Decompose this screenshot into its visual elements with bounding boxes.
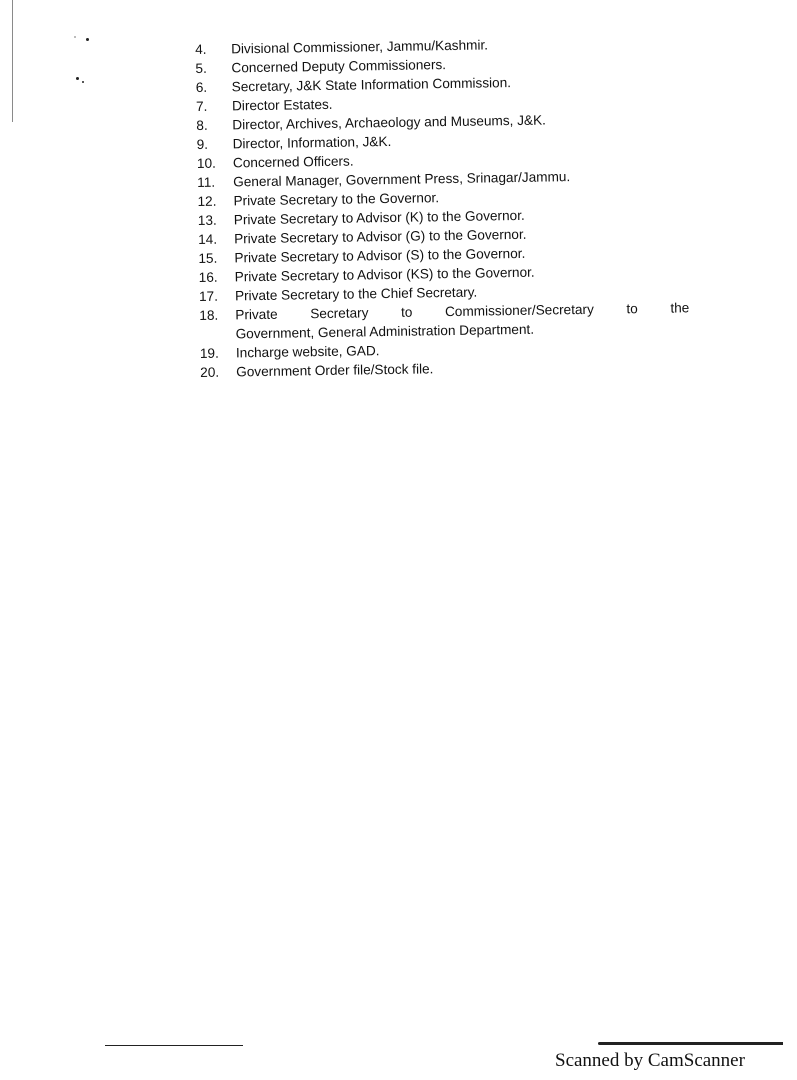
item-text: General Manager, Government Press, Srinagar/Jammu. <box>233 169 571 190</box>
item-text: Government Order file/Stock file. <box>236 361 434 380</box>
item-number: 19. <box>199 345 219 361</box>
item-number: 5. <box>195 60 207 76</box>
item-text-continuation: Government, General Administration Department. <box>235 321 535 342</box>
scan-speck <box>76 77 79 80</box>
item-number: 18. <box>199 307 219 323</box>
item-text: Private Secretary to Advisor (S) to the Governor. <box>234 245 526 266</box>
item-number: 4. <box>195 41 207 57</box>
scan-speck <box>86 38 89 41</box>
scan-speck <box>74 36 76 38</box>
item-text: Concerned Officers. <box>232 153 354 171</box>
item-text: Private Secretary to Advisor (KS) to the Governor. <box>234 264 535 285</box>
item-text: Director, Archives, Archaeology and Museums, J&K. <box>232 112 546 133</box>
scan-edge-line <box>12 0 13 122</box>
scanner-watermark: Scanned by CamScanner <box>555 1050 745 1071</box>
item-text: Concerned Deputy Commissioners. <box>231 57 447 76</box>
item-number: 16. <box>198 269 218 285</box>
item-number: 14. <box>198 231 218 247</box>
item-text: Private Secretary to Advisor (G) to the Governor. <box>234 226 527 247</box>
item-number: 12. <box>197 193 217 209</box>
item-text: Private Secretary to Advisor (K) to the Governor. <box>233 207 525 228</box>
item-text: Director Estates. <box>231 96 333 114</box>
item-number: 11. <box>197 174 216 190</box>
item-number: 20. <box>200 364 220 380</box>
item-number: 9. <box>196 136 209 152</box>
item-number: 17. <box>198 288 219 304</box>
scan-speck <box>82 81 84 83</box>
item-number: 8. <box>196 117 208 133</box>
item-text: Secretary, J&K State Information Commission. <box>231 75 512 95</box>
item-number: 13. <box>197 212 217 228</box>
footer-rule-right <box>598 1042 783 1045</box>
item-number: 10. <box>196 155 216 171</box>
item-number: 6. <box>195 79 208 95</box>
item-text: Private Secretary to the Governor. <box>233 190 440 209</box>
item-text: Director, Information, J&K. <box>232 133 392 152</box>
distribution-list <box>195 32 690 382</box>
item-number: 7. <box>195 98 208 114</box>
item-text: Divisional Commissioner, Jammu/Kashmir. <box>231 37 489 57</box>
item-text: Incharge website, GAD. <box>235 343 380 361</box>
item-text: Private Secretary to the Chief Secretary. <box>234 284 478 304</box>
footer-rule-left <box>105 1045 243 1046</box>
item-text: Private Secretary to Commissioner/Secretary to the <box>235 300 690 323</box>
item-number: 15. <box>198 250 218 266</box>
